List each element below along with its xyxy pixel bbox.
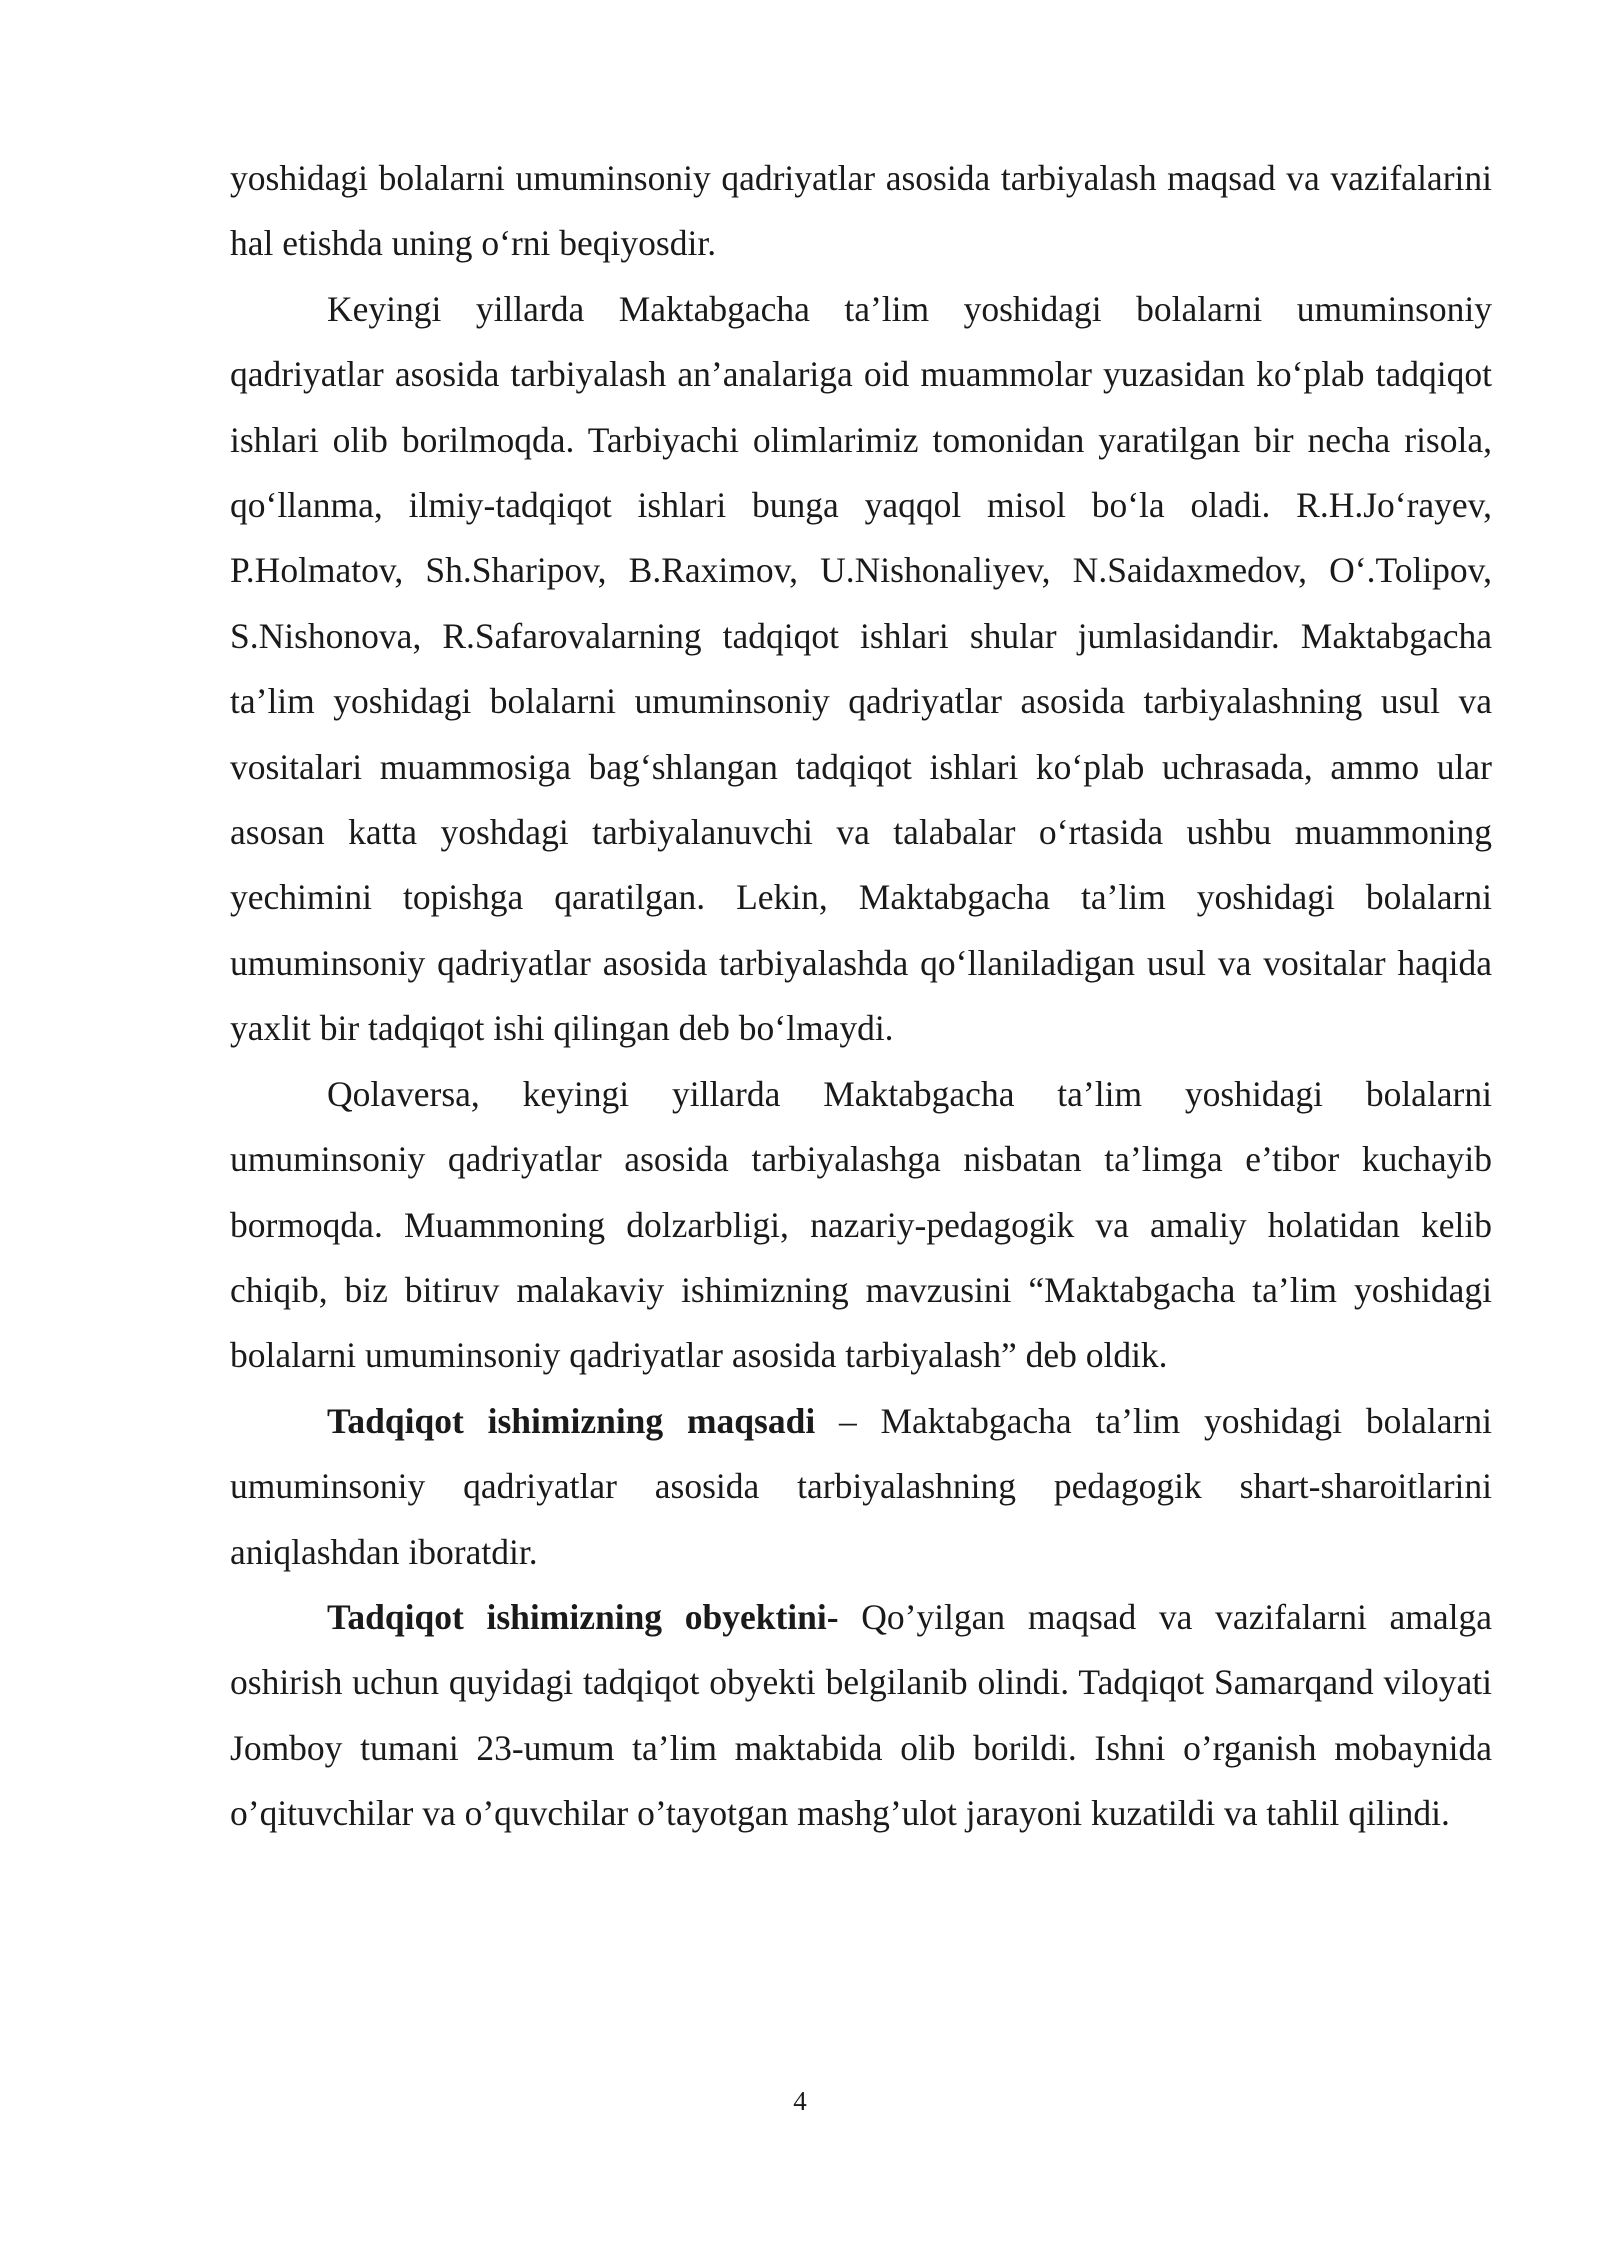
paragraph-3 — [230, 1062, 1492, 1389]
paragraph-5-heading: Tadqiqot ishimizning obyektini- — [327, 1596, 839, 1637]
paragraph-4-text: – Maktabgacha ta’lim yoshidagi bolalarni umuminsoniy qadriyatlar asosida tarbiyalashning pedagogik shart-sharoitlarini aniqlashdan iboratdir. — [230, 1400, 1492, 1572]
paragraph-2-text: Keyingi yillarda Maktabgacha ta’lim yoshidagi bolalarni umuminsoniy qadriyatlar asosida tarbiyalash an’analariga oid muammolar yuzasidan ko‘plab tadqiqot ishlari olib borilmoqda. Tarbiyachi olimlarimiz tomonidan yaratilgan bir necha risola, qo‘llanma, ilmiy-tadqiqot ishlari bunga yaqqol misol bo‘la oladi. R.H.Jo‘rayev, P.Holmatov, Sh.Sharipov, B.Raximov, U.Nishonaliyev, N.Saidaxmedov, O‘.Tolipov, S.Nishonova, R.Safarovalarning tadqiqot ishlari shular jumlasidandir. Maktabgacha ta’lim yoshidagi bolalarni umuminsoniy qadriyatlar asosida tarbiyalashning usul va vositalari muammosiga bag‘shlangan tadqiqot ishlari ko‘plab uchrasada, ammo ular asosan katta yoshdagi tarbiyalanuvchi va talabalar o‘rtasida ushbu muammoning yechimini topishga qaratilgan. Lekin, Maktabgacha ta’lim yoshidagi bolalarni umuminsoniy qadriyatlar asosida tarbiyalashda qo‘llaniladigan usul va vositalar haqida yaxlit bir tadqiqot ishi qilingan deb bo‘lmaydi. — [230, 288, 1492, 1049]
paragraph-5 — [230, 1585, 1492, 1847]
page-number: 4 — [793, 2086, 807, 2116]
body-text — [230, 146, 1492, 1847]
paragraph-4-heading: Tadqiqot ishimizning maqsadi — [327, 1400, 816, 1441]
paragraph-1-text: yoshidagi bolalarni umuminsoniy qadriyatlar asosida tarbiyalash maqsad va vazifalarini hal etishda uning o‘rni beqiyosdir. — [230, 158, 1492, 264]
paragraph-1 — [230, 146, 1492, 277]
paragraph-5-text: Qo’yilgan maqsad va vazifalarni amalga oshirish uchun quyidagi tadqiqot obyekti belgilanib olindi. Tadqiqot Samarqand viloyati Jomboy tumani 23-umum ta’lim maktabida olib borildi. Ishni o’rganish mobaynida o’qituvchilar va o’quvchilar o’tayotgan mashg’ulot jarayoni kuzatildi va tahlil qilindi. — [230, 1596, 1492, 1834]
paragraph-3-text: Qolaversa, keyingi yillarda Maktabgacha ta’lim yoshidagi bolalarni umuminsoniy qadriyatlar asosida tarbiyalashga nisbatan ta’limga e’tibor kuchayib bormoqda. Muammoning dolzarbligi, nazariy-pedagogik va amaliy holatidan kelib chiqib, biz bitiruv malakaviy ishimizning mavzusini “Maktabgacha ta’lim yoshidagi bolalarni umuminsoniy qadriyatlar asosida tarbiyalash” deb oldik. — [230, 1073, 1492, 1376]
paragraph-4 — [230, 1389, 1492, 1585]
paragraph-2 — [230, 277, 1492, 1062]
